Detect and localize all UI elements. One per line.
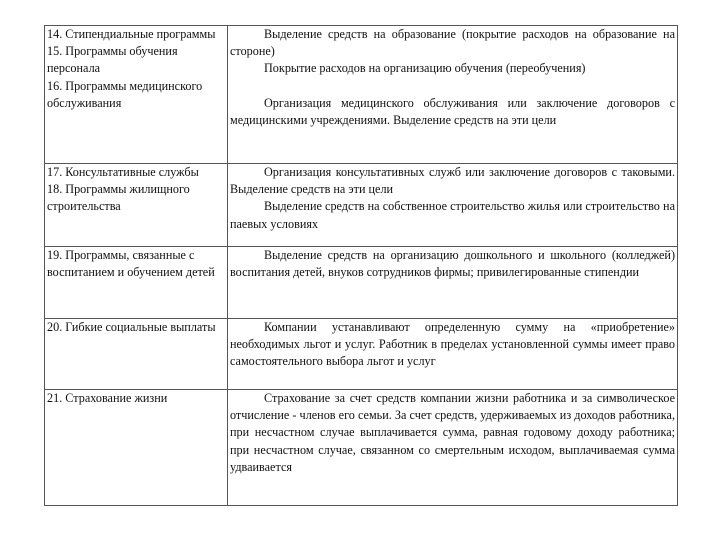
program-name: 21. Страхование жизни: [47, 391, 168, 405]
program-description: Покрытие расходов на организацию обучения (переобучения): [264, 61, 586, 76]
program-name: 17. Консультативные службы: [47, 165, 199, 179]
program-name: 20. Гибкие социальные выплаты: [47, 320, 216, 334]
program-description: Организация консультативных служб или заключение договоров с таковыми. Выделение средств на эти цели: [230, 165, 675, 197]
program-name: 19. Программы, связанные с воспитанием и обучением детей: [47, 248, 215, 280]
table-row: [45, 164, 678, 247]
program-description-cell: [228, 319, 678, 390]
program-description-cell: [228, 164, 678, 247]
table-row: [45, 319, 678, 390]
program-description: Выделение средств на образование (покрытие расходов на образование на стороне): [230, 27, 675, 59]
program-name-cell: [45, 390, 228, 506]
program-description-cell: [228, 390, 678, 506]
program-name: 16. Программы медицинского обслуживания: [47, 78, 203, 110]
table-row: [45, 26, 678, 164]
program-name: 15. Программы обучения персонала: [47, 44, 178, 76]
program-description: Страхование за счет средств компании жизни работника и за символическое отчисление - членов его семьи. За счет средств, удерживаемых из доходов работника, при несчастном случае выплачивается сумма, равная годовому доходу работника; при несчастном случае, связанном со смертельным исходом, выплачиваемая сумма удваивается: [230, 391, 675, 474]
program-description-cell: [228, 247, 678, 319]
table-row: [45, 390, 678, 506]
program-name: 14. Стипендиальные программы: [47, 27, 216, 41]
benefits-table: [44, 25, 678, 506]
program-description-cell: [228, 26, 678, 164]
table-row: [45, 247, 678, 319]
program-name-cell: [45, 26, 228, 164]
program-name: 18. Программы жилищного строительства: [47, 182, 190, 214]
program-name-cell: [45, 164, 228, 247]
program-name-cell: [45, 319, 228, 390]
program-description: Выделение средств на организацию дошкольного и школьного (колледжей) воспитания детей, внуков сотрудников фирмы; привилегированные стипендии: [230, 248, 675, 280]
program-name-cell: [45, 247, 228, 319]
program-description: Компании устанавливают определенную сумму на «приобретение» необходимых льгот и услуг. Работник в пределах установленной суммы имеет право самостоятельного выбора льгот и услуг: [230, 320, 675, 369]
program-description: Выделение средств на собственное строительство жилья или строительство на паевых условиях: [230, 199, 675, 231]
program-description: Организация медицинского обслуживания или заключение договоров с медицинскими учреждениями. Выделение средств на эти цели: [230, 95, 675, 127]
